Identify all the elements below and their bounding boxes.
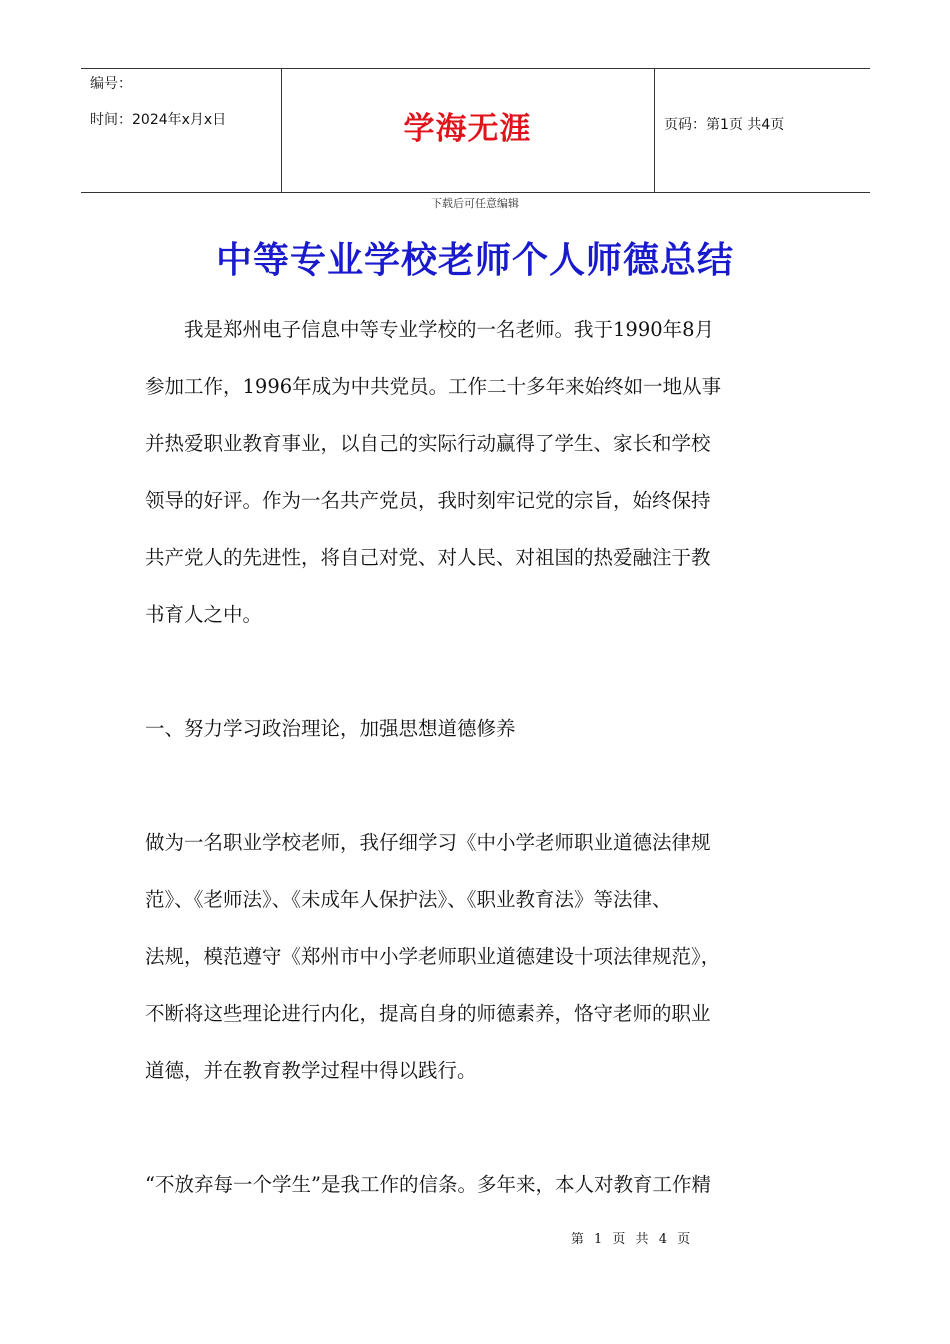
header-time-label: 时间：2024年x月x日	[90, 112, 227, 128]
header-number-label: 编号：	[90, 76, 132, 92]
download-note: 下载后可任意编辑	[431, 197, 519, 210]
body-line: “不放弃每一个学生”是我工作的信条。多年来，本人对教育工作精	[145, 1173, 711, 1196]
page-footer: 第 1 页 共 4 页	[570, 1232, 694, 1247]
header-divider-right	[654, 69, 655, 192]
body-line: 范》、《老师法》、《未成年人保护法》、《职业教育法》等法律、	[145, 888, 672, 911]
header-page-label: 页码：第1页 共4页	[664, 117, 785, 133]
body-line: 并热爱职业教育事业，以自己的实际行动赢得了学生、家长和学校	[145, 432, 711, 455]
body-line: 共产党人的先进性，将自己对党、对人民、对祖国的热爱融注于教	[145, 546, 711, 569]
document-header-table	[81, 68, 870, 193]
section-heading: 一、努力学习政治理论，加强思想道德修养	[145, 717, 516, 740]
body-line: 参加工作，1996年成为中共党员。工作二十多年来始终如一地从事	[145, 375, 722, 398]
body-line: 书育人之中。	[145, 603, 263, 626]
body-line: 不断将这些理论进行内化，提高自身的师德素养，恪守老师的职业	[145, 1002, 711, 1025]
body-line: 领导的好评。作为一名共产党员，我时刻牢记党的宗旨，始终保持	[145, 489, 711, 512]
document-title: 中等专业学校老师个人师德总结	[215, 240, 734, 281]
body-line: 我是郑州电子信息中等专业学校的一名老师。我于1990年8月	[145, 318, 715, 341]
body-line: 法规，模范遵守《郑州市中小学老师职业道德建设十项法律规范》，	[145, 945, 721, 968]
header-brand-title: 学海无涯	[403, 111, 532, 147]
body-line: 道德，并在教育教学过程中得以践行。	[145, 1059, 477, 1082]
body-line: 做为一名职业学校老师，我仔细学习《中小学老师职业道德法律规	[145, 831, 711, 854]
